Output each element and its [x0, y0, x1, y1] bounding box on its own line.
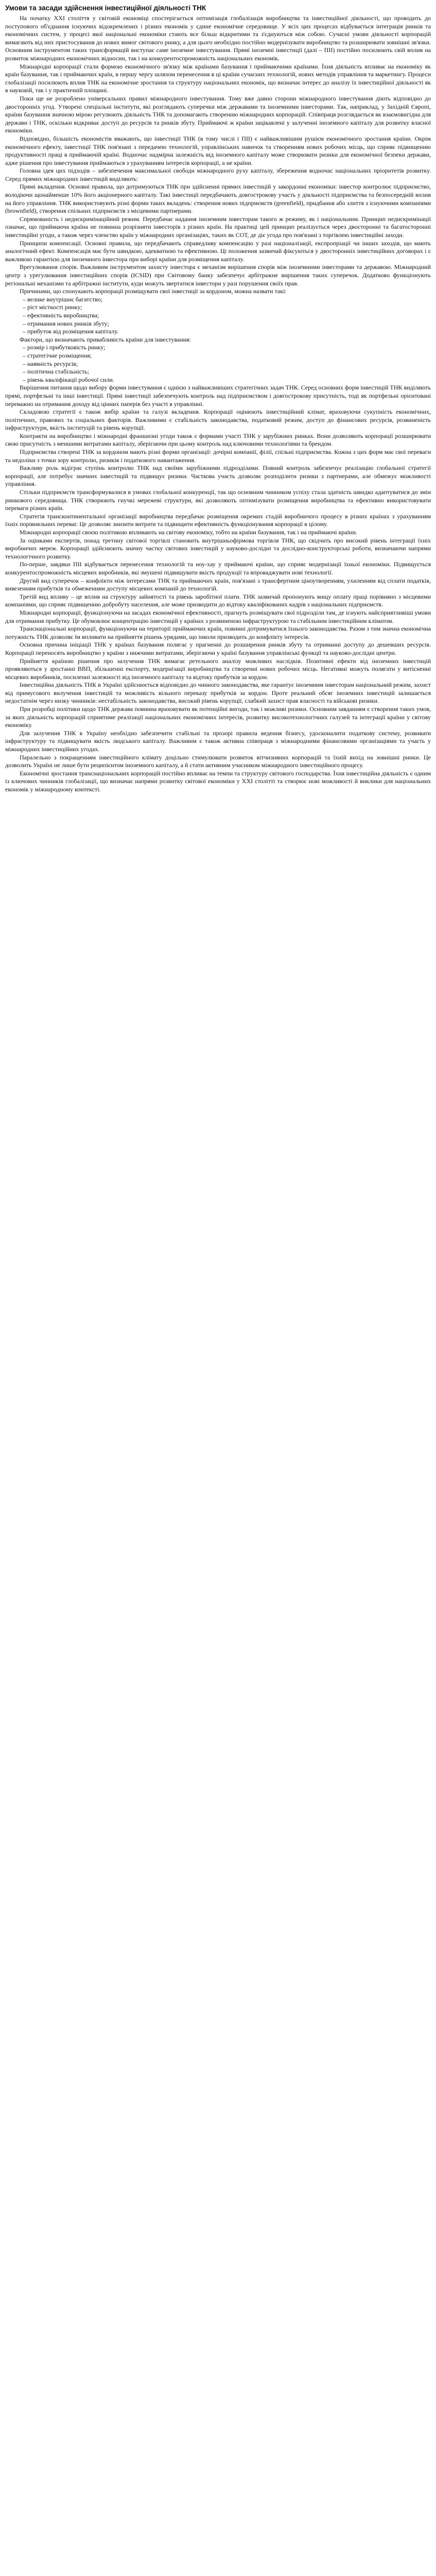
paragraph: Міжнародні корпорації стали формою економічного зв'язку між країнами базування і приймаючими країнами. Їхня діяльність впливає на економіку як країн базування, так і приймаючих країн, в першу чергу шляхом перенесення в ці країни сучасних технологій, нових методів управління та маркетингу. Процеси глобалізації посилюють вплив ТНК на економічне зростання та структуру національних економік, що визначає інтерес до аналізу їх інвестиційної діяльності як в науковій, так і у практичній площині.: [5, 62, 431, 94]
list-item: – прибуток від розміщення капіталу.: [23, 328, 431, 336]
reasons-list: [5, 296, 431, 336]
paragraph: Прямі вкладення. Основні правила, що дотримуються ТНК при здійсненні прямих інвестицій у закордонні економіки: інвестор контролює підприємство, володіючи щонайменше 10% його акціонерного капіталу. Такі інвестиції передбачають довгострокову участь у діяльності підприємства та безпосередній вплив на його управління. ТНК використовують різні форми таких вкладень: створення нових підприємств (greenfield), придбання або злиття з існуючими компаніями (brownfield), створення спільних підприємств з місцевими партнерами.: [5, 183, 431, 215]
paragraph: Основна причина ініціації ТНК у країнах базування полягає у прагненні до розширення ринків збуту та отриманні доступу до дешевших ресурсів. Корпорації переносять виробництво у країни з нижчими витратами, зберігаючи у країні базування управлінські функції та науково-дослідні центри.: [5, 641, 431, 656]
article-body-part-3: [5, 384, 431, 793]
paragraph: Транснаціональні корпорації, функціонуючи на території приймаючих країн, повинні дотримуватися їхнього законодавства. Разом з тим значна економічна потужність ТНК дозволяє їм впливати на прийняття рішень урядами, що інколи призводить до конфлікту інтересів.: [5, 625, 431, 640]
list-item: – політична стабільність;: [23, 368, 431, 376]
paragraph: Третій вид впливу – це вплив на структуру зайнятості та рівень заробітної плати. ТНК зазвичай пропонують вищу оплату праці порівняно з місцевими компаніями, що сприяє підвищенню добробуту населення, але може призводити до відтоку кваліфікованих кадрів з національних підприємств.: [5, 592, 431, 608]
paragraph: Фактори, що визначають привабливість країни для інвестування:: [20, 335, 191, 343]
paragraph: Принципи компенсації. Основні правила, що передбачають справедливу компенсацію у разі націоналізації, експропріації чи інших заходів, що мають аналогічний ефект. Компенсація має бути швидкою, адекватною та ефективною. Ці положення зазвичай фіксуються у двосторонніх інвестиційних договорах і є важливою гарантією для іноземного інвестора при виборі країни для розміщення капіталу.: [5, 239, 431, 263]
list-item: – велике внутрішнє багатство;: [23, 296, 431, 304]
paragraph: По-перше, завдяки ПІІ відбувається перенесення технологій та ноу-хау у приймаючі країни, що сприяє модернізації їхньої економіки. Підвищується конкурентоспроможність місцевих виробників, які змушені підвищувати якість продукції та впроваджувати нові технології.: [5, 561, 431, 576]
list-item: – ефективність виробництва;: [23, 312, 431, 320]
list-item: – ріст місткості ринку;: [23, 303, 431, 312]
paragraph: Складовою стратегії є також вибір країни та галузі вкладення. Корпорації оцінюють інвестиційний клімат, враховуючи сукупність економічних, політичних, правових та соціальних факторів. Важливими є стабільність законодавства, податковий режим, доступ до фінансових ресурсів, розвиненість інфраструктури, якість інституцій та рівень корупції.: [5, 408, 431, 432]
paragraph: Підприємства створені ТНК за кордоном мають різні форми організації: дочірні компанії, філії, спільні підприємства. Кожна з цих форм має свої переваги та недоліки з точки зору контролю, ризиків і податкового навантаження.: [5, 448, 431, 464]
paragraph: Стратегія трансконтинентальної організації виробництва передбачає розміщення окремих стадій виробничого процесу в різних країнах з урахуванням їхніх порівняльних переваг. Це дозволяє знизити витрати та підвищити ефективність функціонування корпорації в цілому.: [5, 512, 431, 528]
article-body-part-1: [5, 14, 431, 296]
paragraph: Відповідно, більшість економістів вважають, що інвестиції ТНК (в тому числі і ПІІ) є найважливішим рушієм економічного зростання країни. Окрім економічного ефекту, інвестиції ТНК пов'язані з передачею технологій, управлінських навичок та створенням нових робочих місць, що сприяє підвищенню продуктивності праці в приймаючій країні. Водночас надмірна залежність від іноземного капіталу може створювати ризики для економічної безпеки держави, адже рішення про інвестування приймаються з урахуванням інтересів корпорації, а не країни.: [5, 134, 431, 166]
article-body-part-2: [5, 336, 431, 344]
paragraph: На початку ХХІ століття у світовій економіці спостерігається оптимізація глобалізація виробництва та інвестиційної діяльності, що проводить до поступового об'єднання існуючих відокремлених і різних економік у єдине економічне середовище. У всіх цих процесах відбувається інтеграція ринків та економічних систем, у процесі якої національні економіки стають все більш відкритими та з'єднуються між собою. Сучасні умови діяльності корпорацій вимагають від них пристосування до нових вимог світового ринку, а для цього необхідно постійно модернізувати виробництво та розширювати зовнішні зв'язки. Основним інструментом таких трансформацій виступає саме іноземне інвестування. Прямі іноземні інвестиції (далі – ПІІ) постійно посилюють свій вплив на розвиток міжнародних економічних відносин, так і на конкурентоспроможність національних економік.: [5, 14, 431, 62]
paragraph: Поки ще не розроблено універсальних правил міжнародного інвестування. Тому вже давно сторони міжнародного інвестування діють відповідно до двосторонніх угод. Утворені спеціальні інститути, які розглядають суперечки між державами та іноземними інвесторами. Так, наприклад, у Західній Європі, країни базування значною мірою регулюють діяльність ТНК та допомагають створенню міжнародних корпорацій. Співпраця розглядається як взаємовигідна для держави і ТНК, оскільки відкриває доступ до ресурсів та ринків збуту. Приймаючі ж країни зацікавлені у залученні іноземного капіталу для розвитку власної економіки.: [5, 94, 431, 134]
list-item: – отримання нових ринків збуту;: [23, 320, 431, 328]
list-item: – розмір і прибутковість ринку;: [23, 344, 431, 352]
paragraph: Другий вид суперечок – конфлікти між інтересами ТНК та приймаючих країн, пов'язані з трансфертним ціноутворенням, ухиленням від сплати податків, вивезенням прибутків та обмеженням доступу місцевих компаній до технологій.: [5, 577, 431, 592]
paragraph: Контракти на виробництво і міжнародні франшизні угоди також є формами участі ТНК у зарубіжних ринках. Вони дозволяють корпорації розширювати свою присутність з меншими витратами капіталу, зберігаючи при цьому контроль над ключовими технологіями та брендом.: [5, 432, 431, 448]
article-title: Умови та засади здійснення інвестиційної діяльності ТНК: [5, 4, 206, 12]
paragraph: Врегулювання спорів. Важливим інструментом захисту інвестора є механізм вирішення спорів між іноземними інвесторами та державою. Міжнародний центр з урегулювання інвестиційних спорів (ICSID) при Світовому банку забезпечує арбітражне вирішення таких суперечок. Додатково функціонують регіональні механізми та арбітражні інститути, куди можуть звертатися інвестори у разі порушення своїх прав.: [5, 263, 431, 287]
paragraph: Міжнародні корпорації своєю політикою впливають на світову економіку, тобто на країни базування, так і на приймаючі країни.: [20, 529, 357, 536]
paragraph: Паралельно з покращенням інвестиційного клімату доцільно стимулювати розвиток вітчизняних корпорацій та їхній вихід на зовнішні ринки. Це дозволить Україні не лише бути реципієнтом іноземного капіталу, а й стати активним учасником міжнародного інвестиційного процесу.: [5, 753, 431, 769]
article: [0, 0, 436, 794]
paragraph: Причинами, що спонукають корпорації розміщувати свої інвестиції за кордоном, можна назвати такі:: [20, 287, 287, 295]
paragraph: Для залучення ТНК в Україну необхідно забезпечити стабільні та прозорі правила ведення бізнесу, удосконалити податкову систему, розвивати інфраструктуру та підвищувати якість людського капіталу. Важливим є також активна співпраця з міжнародними фінансовими організаціями та участь у міжнародних інвестиційних угодах.: [5, 729, 431, 753]
paragraph: Стільки підприємств трансформувалися в умовах глобальної конкуренції, так що основним чинником успіху стала здатність швидко адаптуватися до змін ринкового середовища. ТНК створюють гнучкі мережеві структури, які дозволяють оптимізувати розміщення виробництва та ефективно використовувати переваги різних країн.: [5, 488, 431, 512]
list-item: – стратегічне розміщення;: [23, 352, 431, 360]
paragraph: Інвестиційна діяльність ТНК в Україні здійснюється відповідно до чинного законодавства, яке гарантує іноземним інвесторам національний режим, захист від примусового вилучення інвестицій та можливість вільного переказу прибутків за кордон. Проте реальний обсяг іноземних інвестицій залишається недостатнім через низку чинників: нестабільність законодавства, високий рівень корупції, слабкий захист прав власності та військові ризики.: [5, 681, 431, 705]
factors-list: [5, 344, 431, 384]
paragraph: Прийняття країною рішення про залучення ТНК вимагає ретельного аналізу можливих наслідків. Позитивні ефекти від іноземних інвестицій проявляються у зростанні ВВП, збільшенні експорту, модернізації виробництва та створенні нових робочих місць. Негативні можуть полягати у витісненні місцевих виробників, посиленні залежності від іноземного капіталу та відтоку прибутків за кордон.: [5, 657, 431, 681]
paragraph: Спрямованість і недискримінаційний режим. Передбачає надання іноземним інвесторам такого ж режиму, як і національним. Принцип недискримінації означає, що приймаюча країна не повинна розрізняти інвесторів з різних країн. На практиці цей принцип реалізується через двосторонні та багатосторонні інвестиційні угоди, а також через членство країн у міжнародних організаціях, таких як СОТ, де діє угода про пов'язані з торгівлею інвестиційні заходи.: [5, 215, 431, 239]
paragraph: Економічні зростання транснаціональних корпорацій постійно впливає на темпи та структуру світового господарства. Їхня інвестиційна діяльність є одним із ключових чинників глобалізації, що визначає напрями розвитку світової економіки у ХХІ столітті та створює нові можливості й виклики для національних економік у міжнародному контексті.: [5, 769, 431, 793]
paragraph: Вирішення питання щодо вибору форми інвестування є однією з найважливіших стратегічних задач ТНК. Серед основних форм інвестицій ТНК виділяють прямі, портфельні та інші інвестиції. Прямі інвестиції забезпечують контроль над підприємством і довгострокову присутність, тоді як портфельні орієнтовані переважно на отримання доходу від цінних паперів без участі в управлінні.: [5, 384, 431, 408]
paragraph: При розробці політики щодо ТНК держава повинна враховувати як потенційні вигоди, так і можливі ризики. Основним завданням є створення таких умов, за яких діяльність корпорацій сприятиме реалізації національних економічних інтересів, розвитку високотехнологічних галузей та інтеграції країни у світову економіку.: [5, 705, 431, 729]
list-item: – наявність ресурсів;: [23, 360, 431, 368]
paragraph: Головна ідея цих підходів – забезпечення максимальної свободи міжнародного руху капіталу, збереження водночас національних пріоритетів розвитку. Серед прямих міжнародних інвестицій виділяють:: [5, 167, 431, 182]
list-item: – рівень кваліфікації робочої сили.: [23, 376, 431, 384]
paragraph: Важливу роль відіграє ступінь контролю ТНК над своїми зарубіжними підрозділами. Повний контроль забезпечує реалізацію глобальної стратегії корпорації, але потребує значних інвестицій та підвищує ризики. Часткова участь дозволяє розподілити ризики з партнерами, але обмежує можливості управління.: [5, 464, 431, 488]
paragraph: Міжнародні корпорації, функціонуючи на засадах економічної ефективності, прагнуть розміщувати свої підрозділи там, де існують найсприятливіші умови для отримання прибутку. Це обумовлює концентрацію інвестицій у країнах з розвиненою інфраструктурою та стабільним інвестиційним кліматом.: [5, 608, 431, 624]
paragraph: За оцінками експертів, понад третину світової торгівлі становить внутрішньофірмова торгівля ТНК, що свідчить про високий рівень інтеграції їхніх виробничих мереж. Корпорації здійснюють значну частку світових інвестицій у науково-дослідні та дослідно-конструкторські роботи, визначаючи напрями технологічного розвитку.: [5, 536, 431, 560]
